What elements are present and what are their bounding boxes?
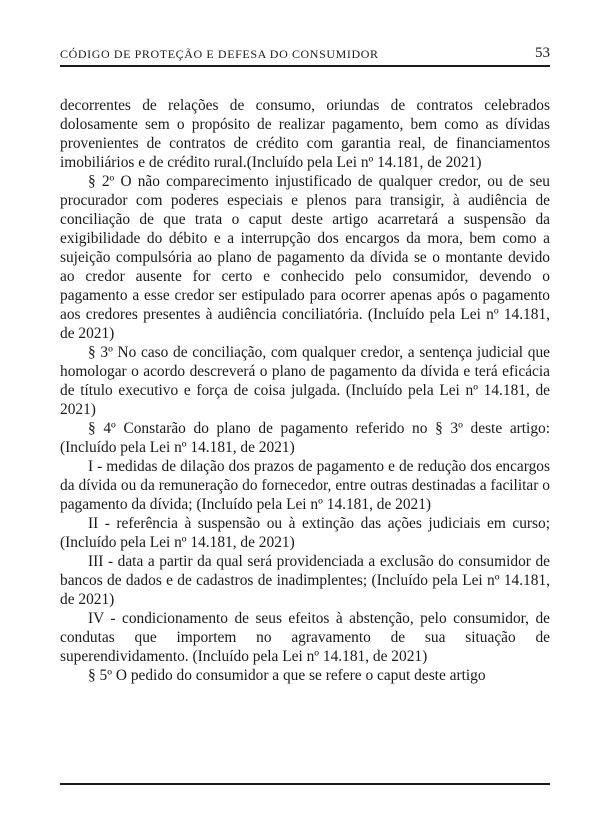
- body-text: [60, 96, 550, 685]
- paragraph-section-5: § 5º O pedido do consumidor a que se refere o caput deste artigo: [88, 667, 486, 684]
- running-title: CÓDIGO DE PROTEÇÃO E DEFESA DO CONSUMIDOR: [60, 47, 379, 61]
- paragraph-item-iii: III - data a partir da qual será providenciada a exclusão do consumidor de bancos de dados e de cadastros de inadimplentes; (Incluído pela Lei nº 14.181, de 2021): [60, 553, 550, 608]
- header-rule: [60, 65, 550, 67]
- page-number: 53: [535, 45, 550, 61]
- document-page: [60, 40, 550, 685]
- paragraph-item-ii: II - referência à suspensão ou à extinção das ações judiciais em curso; (Incluído pela Lei nº 14.181, de 2021): [60, 515, 550, 551]
- paragraph-section-3: § 3º No caso de conciliação, com qualquer credor, a sentença judicial que homologar o acordo descreverá o plano de pagamento da dívida e terá eficácia de título executivo e força de coisa julgada. (Incluído pela Lei nº 14.181, de 2021): [60, 344, 550, 418]
- paragraph-item-iv: IV - condicionamento de seus efeitos à abstenção, pelo consumidor, de condutas que importem no agravamento de sua situação de superendividamento. (Incluído pela Lei nº 14.181, de 2021): [60, 610, 550, 665]
- paragraph-item-i: I - medidas de dilação dos prazos de pagamento e de redução dos encargos da dívida ou da remuneração do fornecedor, entre outras destinadas a facilitar o pagamento da dívida; (Incluído pela Lei nº 14.181, de 2021): [60, 458, 550, 513]
- footer-rule: [60, 783, 550, 785]
- paragraph-continuation: decorrentes de relações de consumo, oriundas de contratos celebrados dolosamente sem o propósito de realizar pagamento, bem como as dívidas provenientes de contratos de crédito com garantia real, de financiamentos imobiliários e de crédito rural.(Incluído pela Lei nº 14.181, de 2021): [60, 97, 550, 171]
- running-header: [60, 40, 550, 62]
- paragraph-section-4: § 4º Constarão do plano de pagamento referido no § 3º deste artigo: (Incluído pela Lei nº 14.181, de 2021): [60, 420, 550, 456]
- paragraph-section-2: § 2º O não comparecimento injustificado de qualquer credor, ou de seu procurador com poderes especiais e plenos para transigir, à audiência de conciliação de que trata o caput deste artigo acarretará a suspensão da exigibilidade do débito e a interrupção dos encargos da mora, bem como a sujeição compulsória ao plano de pagamento da dívida se o montante devido ao credor ausente for certo e conhecido pelo consumidor, devendo o pagamento a esse credor ser estipulado para ocorrer apenas após o pagamento aos credores presentes à audiência conciliatória. (Incluído pela Lei nº 14.181, de 2021): [60, 173, 550, 342]
